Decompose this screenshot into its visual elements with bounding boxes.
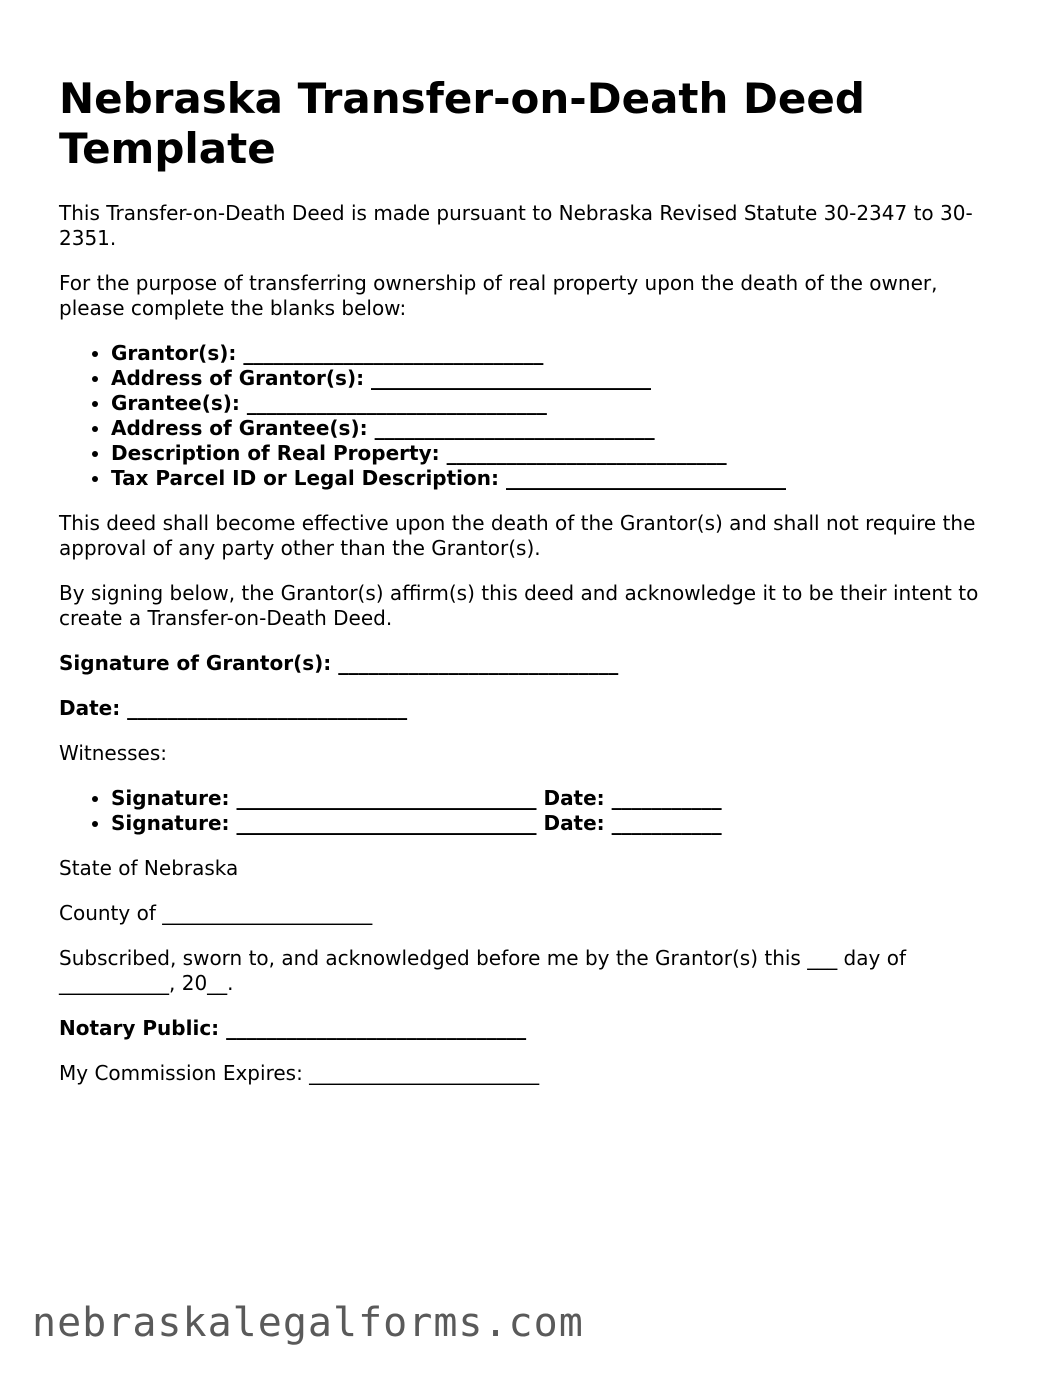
witness-signature-line: • Signature: ______________________________ Date: ___________ [111,786,994,811]
field-property-description: • Description of Real Property: ____________________________ [111,441,994,466]
effective-paragraph: This deed shall become effective upon the death of the Grantor(s) and shall not require the approval of any party other than the Grantor(s). [59,511,976,560]
witness-signature-line: • Signature: ______________________________ Date: ___________ [111,811,994,836]
county-line: County of _____________________ [59,901,373,925]
field-grantor-address: • Address of Grantor(s): ____________________________ [111,366,994,391]
field-tax-parcel-id: • Tax Parcel ID or Legal Description: ____________________________ [111,466,994,491]
grantor-signature-line: Signature of Grantor(s): ____________________________ [59,651,619,675]
field-grantee-address: • Address of Grantee(s): ____________________________ [111,416,994,441]
intro-purpose-paragraph: For the purpose of transferring ownership of real property upon the death of the owner, please complete the blanks below: [59,271,938,320]
field-grantee: • Grantee(s): ______________________________ [111,391,994,416]
property-fields-list [59,341,994,491]
intro-statute-paragraph: This Transfer-on-Death Deed is made pursuant to Nebraska Revised Statute 30-2347 to 30-2351. [59,201,973,250]
document-page [59,74,994,1106]
state-line: State of Nebraska [59,856,239,880]
witnesses-label: Witnesses: [59,741,168,765]
witness-signature-list [59,786,994,836]
notary-public-line: Notary Public: ______________________________ [59,1016,527,1040]
commission-expires-line: My Commission Expires: _______________________ [59,1061,540,1085]
date-line: Date: ____________________________ [59,696,408,720]
field-grantor: • Grantor(s): ______________________________ [111,341,994,366]
document-title: Nebraska Transfer-on-Death Deed Template [59,74,865,173]
affirm-paragraph: By signing below, the Grantor(s) affirm(s) this deed and acknowledge it to be their intent to create a Transfer-on-Death Deed. [59,581,979,630]
site-watermark: nebraskalegalforms.com [32,1300,584,1346]
subscribed-paragraph: Subscribed, sworn to, and acknowledged before me by the Grantor(s) this ___ day of ___________, 20__. [59,946,906,995]
